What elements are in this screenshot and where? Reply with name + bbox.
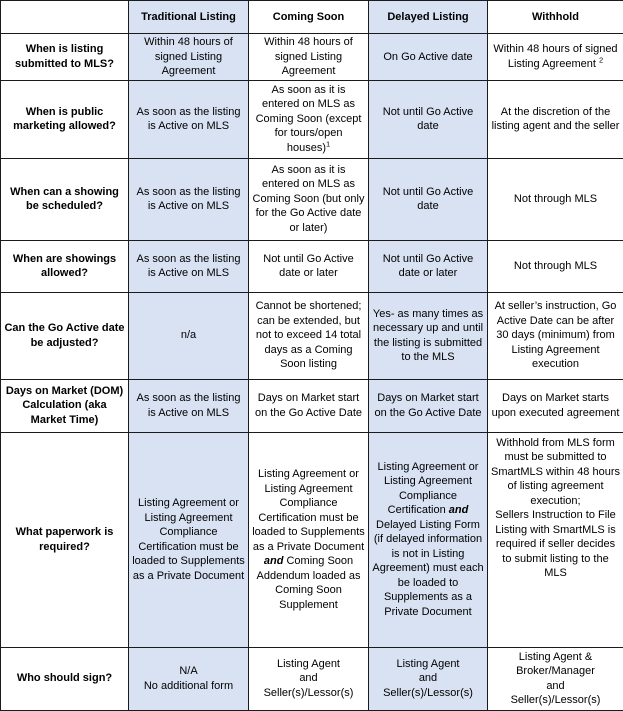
table-cell: Days on Market starts upon executed agreement xyxy=(488,379,623,432)
table-row xyxy=(1,240,623,292)
table-cell: Listing Agreement or Listing Agreement Compliance Certification must be loaded to Supplements as a Private Document and Coming Soon Addendum loaded as Coming Soon Supplement xyxy=(249,432,369,647)
table-row xyxy=(1,34,623,81)
table-cell: At seller’s instruction, Go Active Date can be after 30 days (minimum) from Listing Agreement execution xyxy=(488,292,623,379)
row-header: When can a showing be scheduled? xyxy=(1,158,129,240)
table-cell: Listing Agreement or Listing Agreement Compliance Certification must be loaded to Supplements as a Private Document xyxy=(129,432,249,647)
table-row xyxy=(1,379,623,432)
table-cell: Listing Agent and Seller(s)/Lessor(s) xyxy=(369,647,488,710)
table-cell: Days on Market start on the Go Active Date xyxy=(249,379,369,432)
table-cell: As soon as the listing is Active on MLS xyxy=(129,379,249,432)
table-cell: Not until Go Active date xyxy=(369,80,488,158)
column-header: Coming Soon xyxy=(249,1,369,34)
table-cell: Withhold from MLS form must be submitted to SmartMLS within 48 hours of listing agreement execution; Sellers Instruction to File Listing with SmartMLS is required if seller decides to submit listing to the MLS xyxy=(488,432,623,647)
table-cell: Within 48 hours of signed Listing Agreement xyxy=(249,34,369,81)
table-cell: Within 48 hours of signed Listing Agreement $^2$ xyxy=(488,34,623,81)
table-cell: Listing Agreement or Listing Agreement Compliance Certification and Delayed Listing Form (if delayed information is not in Listing Agreement) must each be loaded to Supplements as a Private Document xyxy=(369,432,488,647)
table-cell: Days on Market start on the Go Active Date xyxy=(369,379,488,432)
column-header: Withhold xyxy=(488,1,623,34)
table-cell: Not through MLS xyxy=(488,158,623,240)
table-cell: Within 48 hours of signed Listing Agreement xyxy=(129,34,249,81)
table-cell: On Go Active date xyxy=(369,34,488,81)
table-cell: Cannot be shortened; can be extended, but not to exceed 14 total days as a Coming Soon listing xyxy=(249,292,369,379)
table-cell: Not until Go Active date or later xyxy=(249,240,369,292)
row-header: When are showings allowed? xyxy=(1,240,129,292)
table-row xyxy=(1,158,623,240)
table-row xyxy=(1,432,623,647)
row-header: Days on Market (DOM) Calculation (aka Market Time) xyxy=(1,379,129,432)
table-cell: As soon as the listing is Active on MLS xyxy=(129,158,249,240)
table-cell: As soon as it is entered on MLS as Coming Soon (but only for the Go Active date or later) xyxy=(249,158,369,240)
table-cell: Not until Go Active date xyxy=(369,158,488,240)
row-header: What paperwork is required? xyxy=(1,432,129,647)
table-cell: n/a xyxy=(129,292,249,379)
table-cell: As soon as it is entered on MLS as Coming Soon (except for tours/open houses)$^1$ xyxy=(249,80,369,158)
row-header: Can the Go Active date be adjusted? xyxy=(1,292,129,379)
table-cell: Listing Agent and Seller(s)/Lessor(s) xyxy=(249,647,369,710)
corner-cell xyxy=(1,1,129,34)
table-cell: Not until Go Active date or later xyxy=(369,240,488,292)
table-row xyxy=(1,80,623,158)
table-cell: As soon as the listing is Active on MLS xyxy=(129,240,249,292)
table-cell: Not through MLS xyxy=(488,240,623,292)
row-header: Who should sign? xyxy=(1,647,129,710)
row-header: When is public marketing allowed? xyxy=(1,80,129,158)
table-cell: As soon as the listing is Active on MLS xyxy=(129,80,249,158)
column-header: Traditional Listing xyxy=(129,1,249,34)
table-cell: At the discretion of the listing agent and the seller xyxy=(488,80,623,158)
column-header: Delayed Listing xyxy=(369,1,488,34)
table-cell: Yes- as many times as necessary up and until the listing is submitted to the MLS xyxy=(369,292,488,379)
table-cell: Listing Agent & Broker/Manager and Seller(s)/Lessor(s) xyxy=(488,647,623,710)
row-header: When is listing submitted to MLS? xyxy=(1,34,129,81)
table-row xyxy=(1,292,623,379)
table-row xyxy=(1,647,623,710)
table-cell: N/A No additional form xyxy=(129,647,249,710)
header-row xyxy=(1,1,623,34)
